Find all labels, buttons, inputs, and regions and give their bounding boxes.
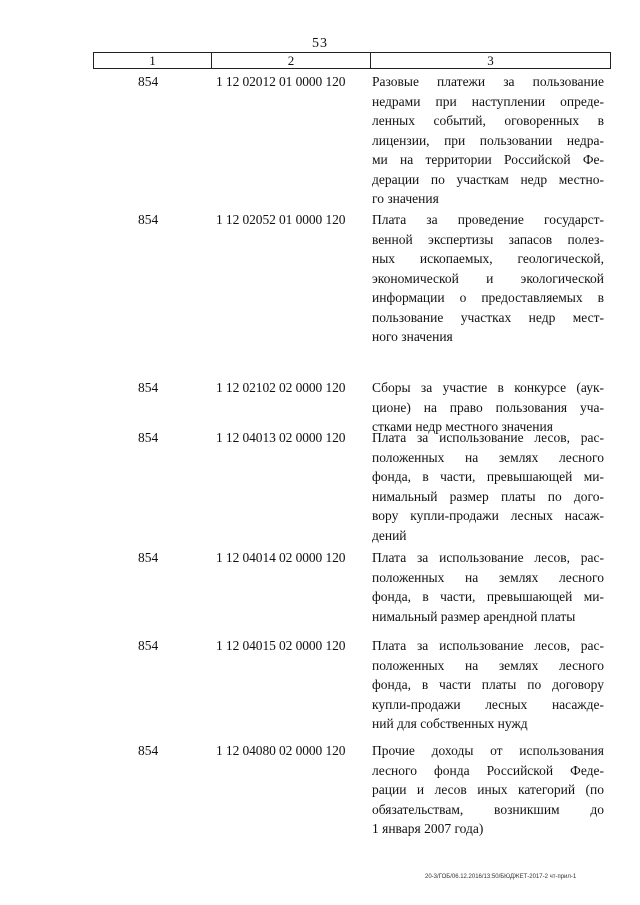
description-line: Плата за проведение государст- bbox=[372, 212, 604, 227]
description-line: нимальный размер платы по дого- bbox=[372, 488, 604, 504]
footer-stamp: 20-3/ГОБ/06.12.2016/13:50/БЮДЖЕТ-2017-2 чт-прил-1 bbox=[425, 874, 577, 880]
admin-code: 854 bbox=[138, 430, 159, 445]
page-number: 53 bbox=[312, 36, 328, 51]
income-description bbox=[372, 428, 604, 545]
description-line: положенных на землях лесного bbox=[372, 657, 604, 673]
description-line: ционе) на право пользования уча- bbox=[372, 399, 604, 415]
header-col-2: 2 bbox=[212, 53, 371, 68]
description-line: Прочие доходы от использования bbox=[372, 743, 604, 758]
description-line: го значения bbox=[372, 191, 439, 206]
description-line: лесного фонда Российской Феде- bbox=[372, 762, 604, 778]
admin-code: 854 bbox=[138, 380, 159, 395]
description-line: 1 января 2007 года) bbox=[372, 821, 484, 836]
description-line: ленных событий, оговоренных в bbox=[372, 113, 604, 128]
budget-classification-code: 1 12 02102 02 0000 120 bbox=[216, 380, 346, 395]
budget-classification-code: 1 12 04080 02 0000 120 bbox=[216, 743, 346, 758]
description-line: ных ископаемых, геологической, bbox=[372, 251, 604, 266]
budget-classification-code: 1 12 02012 01 0000 120 bbox=[216, 74, 346, 89]
description-line: экономической и экологической bbox=[372, 270, 604, 286]
budget-classification-code: 1 12 02052 01 0000 120 bbox=[216, 212, 346, 227]
description-line: Разовые платежи за пользование bbox=[372, 74, 604, 89]
income-description bbox=[372, 72, 604, 209]
header-col-1: 1 bbox=[94, 53, 212, 68]
description-line: ми на территории Российской Фе- bbox=[372, 152, 604, 167]
admin-code: 854 bbox=[138, 550, 159, 565]
description-line: купли-продажи лесных насажде- bbox=[372, 696, 604, 712]
description-line: положенных на землях лесного bbox=[372, 569, 604, 585]
admin-code: 854 bbox=[138, 638, 159, 653]
description-line: положенных на землях лесного bbox=[372, 449, 604, 465]
description-line: недрами при наступлении опреде- bbox=[372, 93, 604, 109]
budget-classification-code: 1 12 04013 02 0000 120 bbox=[216, 430, 346, 445]
description-line: венной экспертизы запасов полез- bbox=[372, 231, 604, 247]
income-description bbox=[372, 210, 604, 347]
budget-classification-code: 1 12 04014 02 0000 120 bbox=[216, 550, 346, 565]
description-line: информации о предоставляемых в bbox=[372, 290, 604, 305]
income-description bbox=[372, 636, 604, 734]
description-line: пользование участках недр мест- bbox=[372, 309, 604, 325]
description-line: стками недр местного значения bbox=[372, 419, 553, 434]
description-line: дений bbox=[372, 527, 407, 543]
budget-classification-code: 1 12 04015 02 0000 120 bbox=[216, 638, 346, 653]
description-line: ний для собственных нужд bbox=[372, 716, 528, 731]
description-line: ного значения bbox=[372, 329, 453, 344]
description-line: Плата за использование лесов, рас- bbox=[372, 638, 604, 653]
admin-code: 854 bbox=[138, 743, 159, 758]
description-line: фонда, в части платы по договору bbox=[372, 677, 604, 692]
description-line: нимальный размер арендной платы bbox=[372, 608, 576, 624]
admin-code: 854 bbox=[138, 74, 159, 89]
description-line: Плата за использование лесов, рас- bbox=[372, 430, 604, 445]
table-header bbox=[93, 52, 611, 69]
income-description bbox=[372, 741, 604, 839]
description-line: Сборы за участие в конкурсе (аук- bbox=[372, 380, 604, 395]
description-line: вору купли-продажи лесных насаж- bbox=[372, 508, 604, 523]
description-line: лицензии, при пользовании недра- bbox=[372, 132, 604, 148]
description-line: фонда, в части, превышающей ми- bbox=[372, 469, 604, 484]
description-line: дерации по участкам недр местно- bbox=[372, 171, 604, 187]
income-description bbox=[372, 548, 604, 626]
admin-code: 854 bbox=[138, 212, 159, 227]
description-line: рации и лесов иных категорий (по bbox=[372, 782, 604, 797]
description-line: фонда, в части, превышающей ми- bbox=[372, 589, 604, 604]
description-line: обязательствам, возникшим до bbox=[372, 801, 604, 817]
header-col-3: 3 bbox=[487, 53, 494, 68]
description-line: Плата за использование лесов, рас- bbox=[372, 550, 604, 565]
